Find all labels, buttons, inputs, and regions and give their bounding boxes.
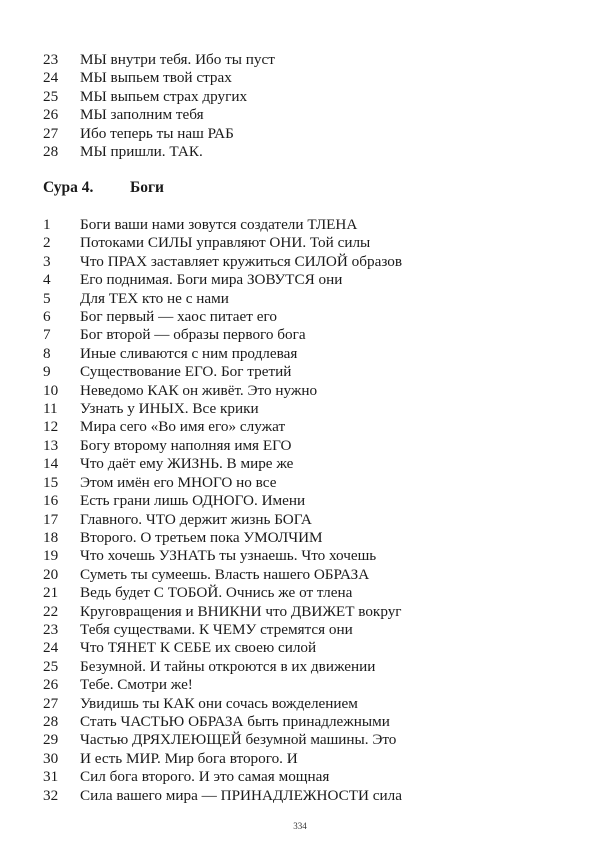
verse-text: Потоками СИЛЫ управляют ОНИ. Той силы (80, 234, 371, 252)
verse-number: 21 (43, 584, 59, 602)
verse-number: 12 (43, 418, 59, 436)
verse-number: 23 (43, 620, 59, 638)
verse-text: Существование ЕГО. Бог третий (80, 363, 292, 381)
verse-line (43, 511, 563, 529)
verse-line (43, 382, 563, 400)
verse-text: Этом имён его МНОГО но все (80, 473, 277, 491)
verse-number: 10 (43, 381, 59, 399)
verse-text: Что даёт ему ЖИЗНЬ. В мире же (80, 455, 294, 473)
verse-number: 19 (43, 547, 59, 565)
verse-line (43, 253, 563, 271)
verse-text: Ибо теперь ты наш РАБ (80, 124, 234, 142)
section-heading (43, 178, 164, 198)
verse-number: 26 (43, 676, 59, 694)
verse-line (43, 271, 563, 289)
verse-line (43, 400, 563, 418)
verse-line (43, 750, 563, 768)
verse-line (43, 529, 563, 547)
verse-number: 4 (43, 271, 51, 289)
verse-line (43, 418, 563, 436)
verse-number: 23 (43, 51, 59, 68)
verse-number: 17 (43, 510, 59, 528)
verse-text: Ведь будет С ТОБОЙ. Очнись же от тлена (80, 584, 353, 602)
verse-text: Что ТЯНЕТ К СЕБЕ их своею силой (80, 639, 317, 657)
verse-number: 30 (43, 749, 59, 767)
verse-text: Безумной. И тайны откроются в их движении (80, 657, 376, 675)
section-title: Боги (130, 179, 164, 196)
verse-text: Богу второму наполняя имя ЕГО (80, 436, 292, 454)
verse-number: 9 (43, 363, 51, 381)
verse-text: Тебе. Смотри же! (80, 676, 193, 694)
verse-line (43, 547, 563, 565)
verse-line (43, 290, 563, 308)
verse-line (43, 326, 563, 344)
verse-number: 2 (43, 234, 51, 252)
verse-number: 28 (43, 143, 59, 161)
verse-line (43, 584, 563, 602)
page-number: 334 (293, 821, 307, 831)
verse-line (43, 88, 563, 106)
verse-text: Иные сливаются с ним продлевая (80, 344, 298, 362)
verse-number: 31 (43, 768, 59, 786)
verse-text: Сила вашего мира — ПРИНАДЛЕЖНОСТИ сила (80, 786, 402, 804)
verse-text: Сил бога второго. И это самая мощная (80, 768, 330, 786)
verse-line (43, 106, 563, 124)
verse-line (43, 363, 563, 381)
verse-text: МЫ выпьем страх других (80, 87, 248, 105)
verse-number: 3 (43, 252, 51, 270)
verse-number: 15 (43, 473, 59, 491)
verse-number: 24 (43, 69, 59, 87)
verse-number: 22 (43, 602, 59, 620)
verse-number: 28 (43, 712, 59, 730)
verse-line (43, 768, 563, 786)
section-label: Сура 4. (43, 179, 94, 196)
verse-line (43, 216, 563, 234)
verse-line (43, 474, 563, 492)
verse-text: Его поднимая. Боги мира ЗОВУТСЯ они (80, 271, 343, 289)
verse-number: 5 (43, 289, 51, 307)
verse-line (43, 639, 563, 657)
verse-line (43, 603, 563, 621)
verse-text: Бог первый — хаос питает его (80, 308, 277, 326)
verse-line (43, 51, 563, 69)
verse-text: МЫ заполним тебя (80, 106, 204, 124)
verse-number: 13 (43, 436, 59, 454)
verse-line (43, 345, 563, 363)
verse-text: Для ТЕХ кто не с нами (80, 289, 229, 307)
verse-text: Мира сего «Во имя его» служат (80, 418, 286, 436)
verse-line (43, 621, 563, 639)
verse-line (43, 658, 563, 676)
verse-text: Боги ваши нами зовутся создатели ТЛЕНА (80, 216, 358, 233)
verse-line (43, 566, 563, 584)
verse-number: 20 (43, 565, 59, 583)
verse-line (43, 143, 563, 161)
verse-text: МЫ внутри тебя. Ибо ты пуст (80, 51, 275, 68)
verse-number: 1 (43, 216, 51, 233)
verse-line (43, 787, 563, 805)
verse-number: 18 (43, 528, 59, 546)
verse-number: 25 (43, 87, 59, 105)
verse-number: 8 (43, 344, 51, 362)
verse-number: 26 (43, 106, 59, 124)
verse-number: 25 (43, 657, 59, 675)
verse-line (43, 455, 563, 473)
verse-number: 6 (43, 308, 51, 326)
verse-line (43, 234, 563, 252)
verse-text: Узнать у ИНЫХ. Все крики (80, 400, 259, 418)
verse-line (43, 492, 563, 510)
verse-number: 11 (43, 400, 58, 418)
verse-text: И есть МИР. Мир бога второго. И (80, 749, 298, 767)
verse-line (43, 125, 563, 143)
verse-text: Увидишь ты КАК они сочась вожделением (80, 694, 358, 712)
verse-text: Второго. О третьем пока УМОЛЧИМ (80, 528, 323, 546)
verse-text: Что ПРАХ заставляет кружиться СИЛОЙ образов (80, 252, 402, 270)
verse-text: Суметь ты сумеешь. Власть нашего ОБРАЗА (80, 565, 370, 583)
previous-section-verses (43, 51, 563, 161)
verse-line (43, 676, 563, 694)
verse-number: 24 (43, 639, 59, 657)
verse-text: Круговращения и ВНИКНИ что ДВИЖЕТ вокруг (80, 602, 402, 620)
verse-number: 14 (43, 455, 59, 473)
section-verses (43, 216, 563, 805)
verse-text: Тебя существами. К ЧЕМУ стремятся они (80, 620, 353, 638)
verse-text: Частью ДРЯХЛЕЮЩЕЙ безумной машины. Это (80, 731, 397, 749)
verse-number: 27 (43, 694, 59, 712)
verse-text: МЫ пришли. ТАК. (80, 143, 203, 161)
verse-line (43, 695, 563, 713)
verse-number: 32 (43, 786, 59, 804)
verse-text: Главного. ЧТО держит жизнь БОГА (80, 510, 312, 528)
verse-text: Что хочешь УЗНАТЬ ты узнаешь. Что хочешь (80, 547, 377, 565)
verse-line (43, 731, 563, 749)
verse-text: МЫ выпьем твой страх (80, 69, 232, 87)
verse-line (43, 437, 563, 455)
verse-line (43, 308, 563, 326)
verse-number: 16 (43, 492, 59, 510)
verse-number: 27 (43, 124, 59, 142)
verse-text: Стать ЧАСТЬЮ ОБРАЗА быть принадлежными (80, 712, 390, 730)
verse-text: Есть грани лишь ОДНОГО. Имени (80, 492, 306, 510)
verse-line (43, 713, 563, 731)
verse-number: 7 (43, 326, 51, 344)
verse-text: Неведомо КАК он живёт. Это нужно (80, 381, 318, 399)
verse-text: Бог второй — образы первого бога (80, 326, 306, 344)
verse-line (43, 69, 563, 87)
verse-number: 29 (43, 731, 59, 749)
